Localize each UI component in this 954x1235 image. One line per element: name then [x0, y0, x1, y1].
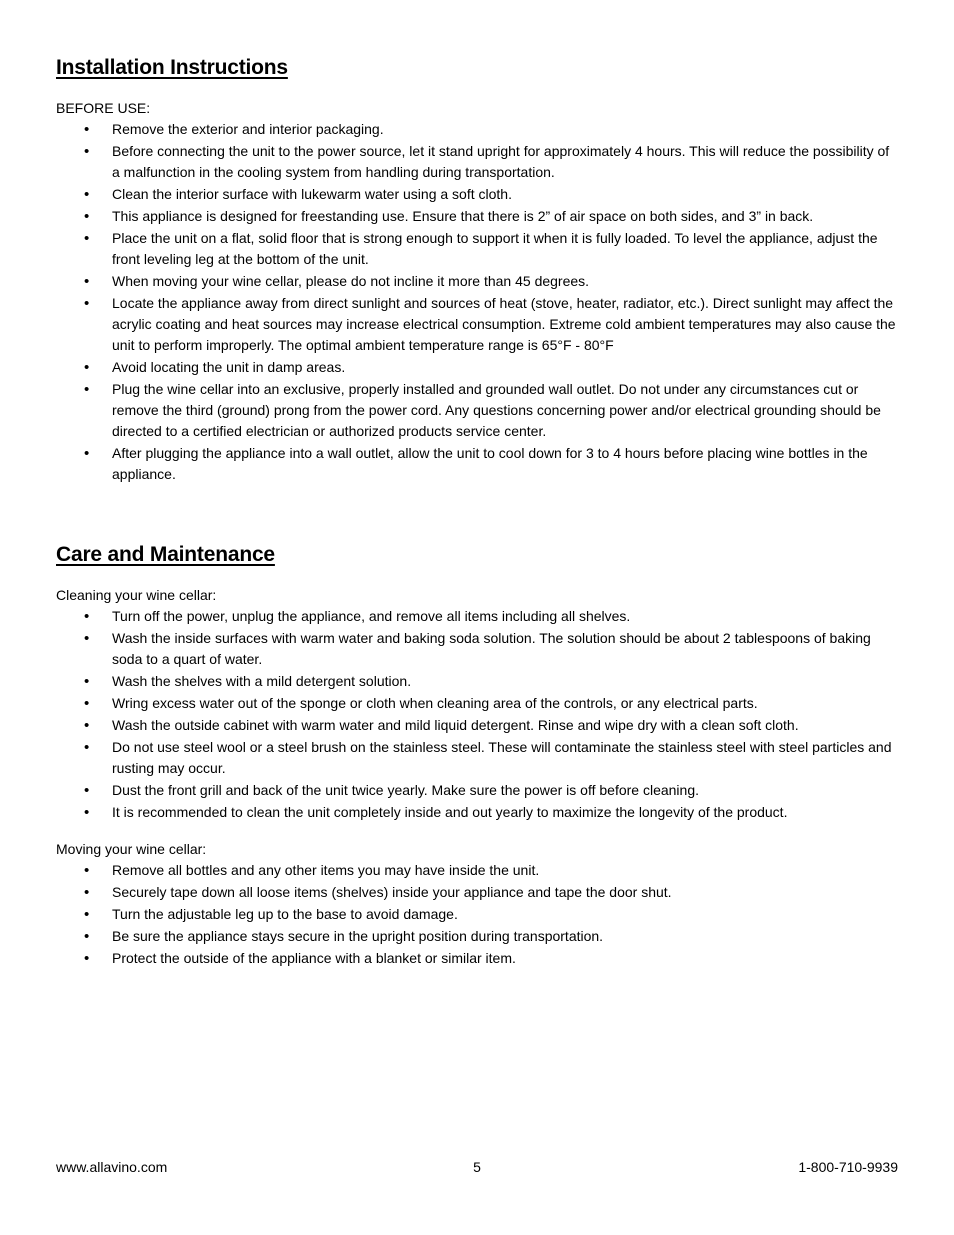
list-item: • Plug the wine cellar into an exclusive, properly installed and grounded wall outlet. Do not under any circumstances cut or remove the third (ground) prong from the power cord. Any questions concerning power and/or electrical grounding should be directed to a certified electrician or authorized products service center. [56, 379, 900, 442]
installation-list [56, 119, 900, 485]
list-item: • Wash the outside cabinet with warm water and mild liquid detergent. Rinse and wipe dry with a clean soft cloth. [56, 715, 900, 736]
list-item: • Securely tape down all loose items (shelves) inside your appliance and tape the door shut. [56, 882, 900, 903]
list-item: • Remove the exterior and interior packaging. [56, 119, 900, 140]
list-item: • When moving your wine cellar, please do not incline it more than 45 degrees. [56, 271, 900, 292]
moving-list [56, 860, 900, 969]
moving-label: Moving your wine cellar: [56, 841, 207, 857]
list-item: • Place the unit on a flat, solid floor that is strong enough to support it when it is fully loaded. To level the appliance, adjust the front leveling leg at the bottom of the unit. [56, 228, 900, 270]
document-page [56, 56, 900, 970]
list-item: • Wash the inside surfaces with warm water and baking soda solution. The solution should be about 2 tablespoons of baking soda to a quart of water. [56, 628, 900, 670]
page-footer [56, 1157, 898, 1177]
list-item: • Wash the shelves with a mild detergent solution. [56, 671, 900, 692]
list-item: • It is recommended to clean the unit completely inside and out yearly to maximize the longevity of the product. [56, 802, 900, 823]
footer-website: www.allavino.com [56, 1159, 168, 1175]
care-title: Care and Maintenance [56, 543, 275, 566]
list-item: • Before connecting the unit to the power source, let it stand upright for approximately 4 hours. This will reduce the possibility of a malfunction in the cooling system from handling during transportation. [56, 141, 900, 183]
before-use-label: BEFORE USE: [56, 100, 151, 116]
list-item: • Protect the outside of the appliance with a blanket or similar item. [56, 948, 900, 969]
list-item: • After plugging the appliance into a wall outlet, allow the unit to cool down for 3 to 4 hours before placing wine bottles in the appliance. [56, 443, 900, 485]
installation-title: Installation Instructions [56, 56, 288, 79]
list-item: • Clean the interior surface with lukewarm water using a soft cloth. [56, 184, 900, 205]
list-item: • Turn the adjustable leg up to the base to avoid damage. [56, 904, 900, 925]
list-item: • Avoid locating the unit in damp areas. [56, 357, 900, 378]
list-item: • Dust the front grill and back of the unit twice yearly. Make sure the power is off before cleaning. [56, 780, 900, 801]
list-item: • This appliance is designed for freestanding use. Ensure that there is 2” of air space on both sides, and 3” in back. [56, 206, 900, 227]
list-item: • Be sure the appliance stays secure in the upright position during transportation. [56, 926, 900, 947]
list-item: • Remove all bottles and any other items you may have inside the unit. [56, 860, 900, 881]
list-item: • Locate the appliance away from direct sunlight and sources of heat (stove, heater, radiator, etc.). Direct sunlight may affect the acrylic coating and heat sources may increase electrical consumption. Extreme cold ambient temperatures may also cause the unit to perform improperly. The optimal ambient temperature range is 65°F - 80°F [56, 293, 900, 356]
footer-page-number: 5 [473, 1159, 481, 1175]
list-item: • Turn off the power, unplug the appliance, and remove all items including all shelves. [56, 606, 900, 627]
footer-phone: 1-800-710-9939 [798, 1159, 898, 1175]
installation-section [56, 56, 900, 485]
list-item: • Do not use steel wool or a steel brush on the stainless steel. These will contaminate the stainless steel with steel particles and rusting may occur. [56, 737, 900, 779]
care-section [56, 543, 900, 969]
list-item: • Wring excess water out of the sponge or cloth when cleaning area of the controls, or any electrical parts. [56, 693, 900, 714]
cleaning-list [56, 606, 900, 823]
cleaning-label: Cleaning your wine cellar: [56, 587, 217, 603]
